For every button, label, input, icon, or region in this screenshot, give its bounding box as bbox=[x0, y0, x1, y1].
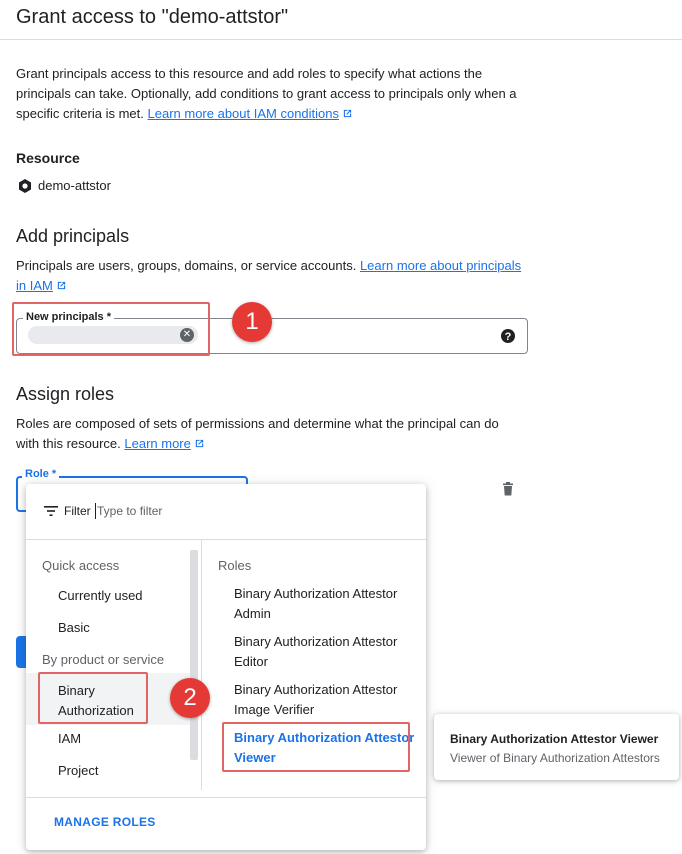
page-title: Grant access to "demo-attstor" bbox=[16, 6, 289, 28]
external-link-icon bbox=[56, 280, 67, 291]
filter-label: Filter bbox=[64, 504, 91, 518]
chip-remove-icon[interactable]: ✕ bbox=[180, 328, 194, 342]
text-cursor bbox=[95, 503, 96, 519]
annotation-box-binary-authorization bbox=[38, 672, 148, 724]
menu-item-binary-authorization[interactable]: Binary Authorization bbox=[58, 683, 134, 718]
hexagon-icon bbox=[17, 178, 33, 194]
principals-link[interactable]: Learn more about principals bbox=[359, 258, 522, 273]
resource-heading: Resource bbox=[16, 150, 80, 166]
role-dropdown bbox=[26, 484, 426, 850]
add-principals-heading: Add principals bbox=[16, 226, 130, 246]
trash-icon[interactable] bbox=[500, 481, 516, 497]
filter-row[interactable] bbox=[26, 484, 426, 540]
menu-item-project[interactable]: Project bbox=[58, 763, 99, 778]
external-link-icon bbox=[342, 108, 353, 119]
iam-conditions-link[interactable]: Learn more about IAM conditions bbox=[147, 106, 339, 121]
tooltip-title: Binary Authorization Attestor Viewer bbox=[450, 732, 659, 746]
role-option-image-verifier[interactable]: Binary Authorization Attestor Image Verifier bbox=[234, 682, 398, 717]
menu-item-iam[interactable]: IAM bbox=[58, 731, 82, 746]
dialog-header bbox=[0, 0, 682, 40]
assign-roles-heading: Assign roles bbox=[16, 384, 115, 404]
annotation-badge-2: 2 bbox=[170, 678, 210, 718]
filter-input[interactable]: Type to filter bbox=[97, 504, 163, 518]
principals-description: Principals are users, groups, domains, or service accounts. Learn more about principals in IAM bbox=[16, 258, 522, 293]
svg-text:?: ? bbox=[504, 331, 512, 343]
roles-header: Roles bbox=[218, 558, 252, 573]
tooltip-description: Viewer of Binary Authorization Attestors bbox=[450, 751, 660, 765]
new-principals-label: New principals * bbox=[23, 311, 114, 323]
annotation-badge-1: 1 bbox=[232, 302, 272, 342]
role-tooltip bbox=[434, 714, 679, 780]
intro-text: Grant principals access to this resource and add roles to specify what actions the principals can take. Optionally, add conditions to grant access to principals only when a specific criteria is met. Learn more about IAM conditions bbox=[16, 66, 517, 121]
external-link-icon bbox=[194, 438, 205, 449]
by-product-header: By product or service bbox=[42, 652, 165, 667]
manage-roles-button[interactable]: MANAGE ROLES bbox=[54, 815, 156, 829]
roles-description: Roles are composed of sets of permissions and determine what the principal can do with this resource. Learn more bbox=[16, 416, 499, 451]
roles-learn-more-link[interactable]: Learn more bbox=[124, 436, 191, 451]
filter-icon bbox=[44, 505, 58, 517]
role-option-editor[interactable]: Binary Authorization Attestor Editor bbox=[234, 634, 398, 669]
principals-link-cont[interactable]: in IAM bbox=[16, 278, 53, 293]
left-scrollbar[interactable] bbox=[190, 550, 198, 760]
annotation-box-principals bbox=[12, 302, 210, 356]
menu-item-currently-used[interactable]: Currently used bbox=[58, 588, 143, 603]
resource-name: demo-attstor bbox=[38, 178, 111, 193]
annotation-box-viewer-role bbox=[222, 722, 410, 772]
menu-item-basic[interactable]: Basic bbox=[58, 620, 90, 635]
role-option-viewer[interactable]: Binary Authorization Attestor Viewer bbox=[234, 730, 415, 765]
role-label: Role * bbox=[22, 468, 59, 480]
role-option-admin[interactable]: Binary Authorization Attestor Admin bbox=[234, 586, 398, 621]
column-divider bbox=[201, 540, 202, 790]
quick-access-header: Quick access bbox=[42, 558, 120, 573]
dropdown-footer-divider bbox=[26, 797, 426, 798]
help-icon[interactable] bbox=[500, 328, 516, 344]
